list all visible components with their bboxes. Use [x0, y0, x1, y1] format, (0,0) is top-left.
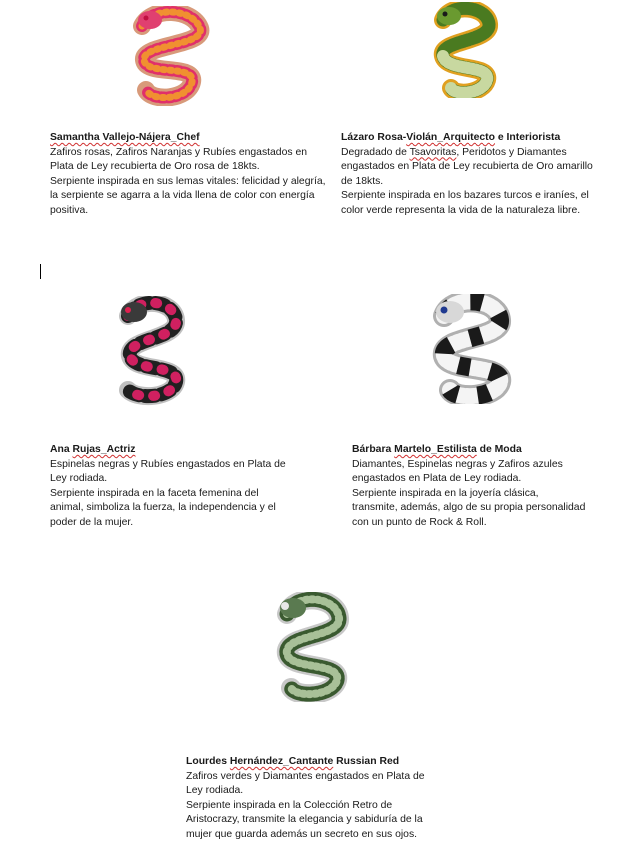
- item-ana: [50, 443, 288, 531]
- ring-image: [420, 294, 520, 404]
- item-description: Serpiente inspirada en los bazares turcos e iraníes, el color verde representa la vida de la naturaleza libre.: [341, 190, 589, 216]
- pink-orange-snake-ring: [122, 6, 212, 106]
- ring-image: [122, 6, 212, 106]
- item-materials: Degradado de Tsavoritas, Peridotos y Diamantes engastados en Plata de Ley recubierta de Oro amarillo de 18kts.: [341, 146, 593, 187]
- item-title: Bárbara Martelo_Estilista de Moda: [352, 444, 522, 455]
- item-lazaro: [341, 131, 599, 219]
- text-cursor: [40, 264, 41, 279]
- item-materials: Zafiros rosas, Zafiros Naranjas y Rubíes engastados en Plata de Ley recubierta de Oro rosa de 18kts.: [50, 146, 308, 173]
- green-gradient-snake-ring: [425, 2, 505, 98]
- item-description: Serpiente inspirada en la faceta femenina del animal, simboliza la fuerza, la independencia y el poder de la mujer.: [50, 487, 276, 528]
- item-materials: Espinelas negras y Rubíes engastados en Plata de Ley rodiada.: [50, 458, 286, 485]
- black-ruby-snake-ring: [108, 296, 194, 406]
- item-materials: Diamantes, Espinelas negras y Zafiros azules engastados en Plata de Ley rodiada.: [352, 458, 563, 485]
- item-barbara: [352, 443, 586, 531]
- item-description: Serpiente inspirada en la joyería clásica, transmite, además, algo de su propia personalidad con un punto de Rock & Roll.: [352, 487, 586, 528]
- diamond-black-snake-ring: [420, 294, 520, 404]
- item-title: Lourdes Hernández_Cantante Russian Red: [186, 756, 400, 767]
- ring-image: [108, 296, 194, 406]
- green-sapphire-snake-ring: [265, 592, 355, 702]
- item-lourdes: [186, 755, 442, 843]
- item-title: Lázaro Rosa-Violán_Arquitecto e Interiorista: [341, 132, 561, 143]
- ring-image: [265, 592, 355, 702]
- item-description: Serpiente inspirada en sus lemas vitales: felicidad y alegría, la serpiente se agarra a la vida llena de color con energía positiva.: [50, 175, 326, 216]
- item-description: Serpiente inspirada en la Colección Retro de Aristocrazy, transmite la elegancia y sabiduría de la mujer que guarda además un secreto en sus ojos.: [186, 799, 423, 840]
- item-materials: Zafiros verdes y Diamantes engastados en Plata de Ley rodiada.: [186, 770, 425, 797]
- item-title: Ana Rujas_Actriz: [50, 444, 136, 455]
- item-title: Samantha Vallejo-Nájera_Chef: [50, 132, 200, 143]
- ring-image: [425, 2, 505, 98]
- item-samantha: [50, 131, 330, 219]
